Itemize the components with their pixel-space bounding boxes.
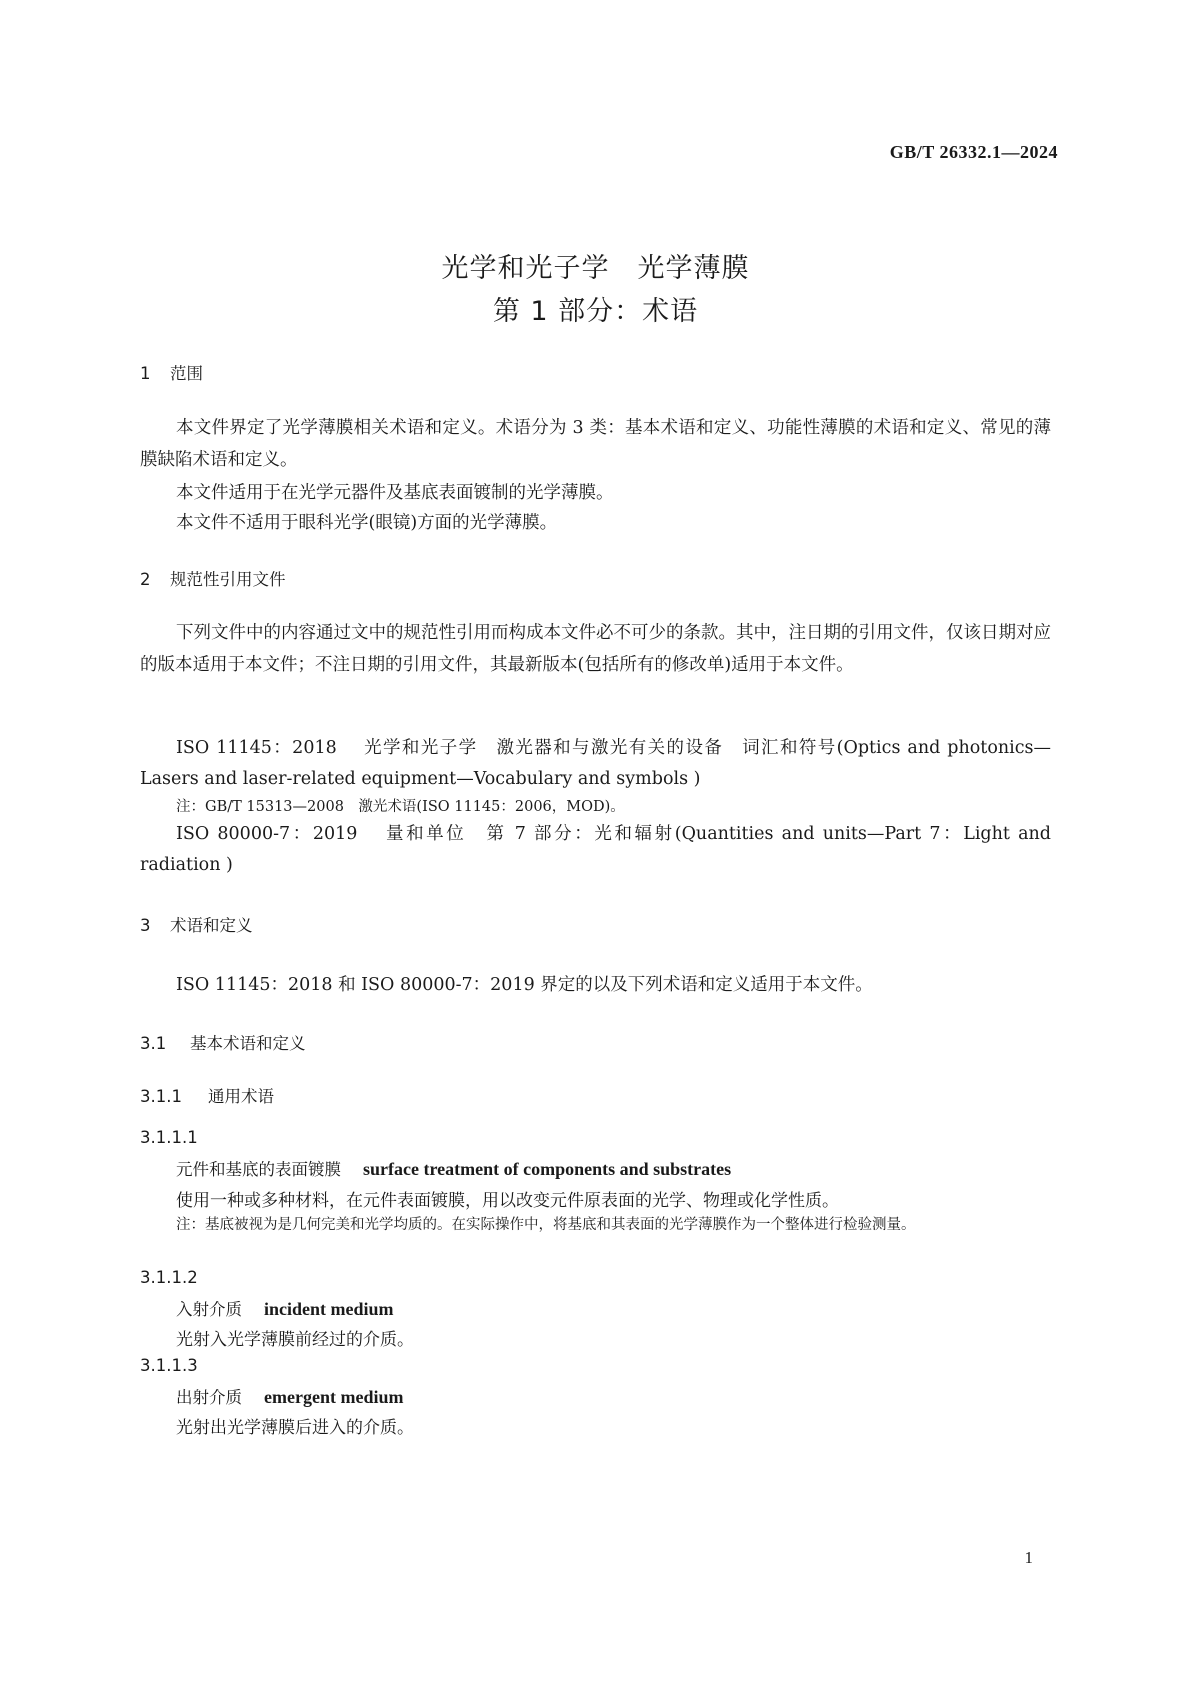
section-number: 3 <box>140 916 151 935</box>
reference-code: ISO 11145：2018 <box>176 738 337 758</box>
section-title: 通用术语 <box>208 1087 274 1106</box>
section-title: 规范性引用文件 <box>170 570 286 589</box>
term-zh: 出射介质 <box>176 1388 242 1407</box>
section-number: 1 <box>140 364 151 383</box>
term-definition: 使用一种或多种材料，在元件表面镀膜，用以改变元件原表面的光学、物理或化学性质。 <box>176 1191 839 1211</box>
reference-iso-11145 <box>140 733 1051 795</box>
scope-paragraph-1: 本文件界定了光学薄膜相关术语和定义。术语分为 3 类：基本术语和定义、功能性薄膜的术语和定义、常见的薄膜缺陷术语和定义。 <box>140 418 1051 470</box>
section-3-1-1-heading <box>140 1083 274 1107</box>
term-number: 3.1.1.3 <box>140 1356 198 1375</box>
terms-intro: ISO 11145：2018 和 ISO 80000-7：2019 界定的以及下列术语和定义适用于本文件。 <box>176 975 873 995</box>
document-title-line2: 第 1 部分：术语 <box>492 296 699 327</box>
term-zh: 入射介质 <box>176 1300 242 1319</box>
section-number: 2 <box>140 570 151 589</box>
term-zh: 元件和基底的表面镀膜 <box>176 1160 341 1179</box>
term-number: 3.1.1.1 <box>140 1128 198 1147</box>
reference-code: ISO 80000-7：2019 <box>176 824 358 844</box>
term-definition: 光射出光学薄膜后进入的介质。 <box>176 1418 414 1438</box>
term-entry <box>176 1384 403 1408</box>
term-en: emergent medium <box>264 1387 404 1407</box>
section-number: 3.1.1 <box>140 1087 182 1106</box>
page-number: 1 <box>1024 1548 1033 1567</box>
reference-title: 光学和光子学 激光器和与激光有关的设备 词汇和符号(Optics and photonics—Lasers and laser-related equipment—Vocabulary and symbols ) <box>140 738 1051 789</box>
scope-paragraph-2: 本文件适用于在光学元器件及基底表面镀制的光学薄膜。 <box>176 483 614 503</box>
reference-note <box>176 794 1051 820</box>
note-text: 基底被视为是几何完美和光学均质的。在实际操作中，将基底和其表面的光学薄膜作为一个整体进行检验测量。 <box>205 1217 916 1233</box>
document-id: GB/T 26332.1—2024 <box>889 142 1058 162</box>
section-3-heading <box>140 912 253 936</box>
document-title-line1: 光学和光子学 光学薄膜 <box>441 253 750 284</box>
term-en: incident medium <box>264 1299 394 1319</box>
term-entry <box>176 1296 394 1320</box>
normative-references-intro: 下列文件中的内容通过文中的规范性引用而构成本文件必不可少的条款。其中，注日期的引用文件，仅该日期对应的版本适用于本文件；不注日期的引用文件，其最新版本(包括所有的修改单)适用于本文件。 <box>140 623 1051 675</box>
section-number: 3.1 <box>140 1034 167 1053</box>
note-label: 注： <box>176 1217 205 1233</box>
scope-paragraph-3: 本文件不适用于眼科光学(眼镜)方面的光学薄膜。 <box>176 513 558 533</box>
reference-iso-80000-7 <box>140 819 1051 881</box>
reference-title: 量和单位 第 7 部分：光和辐射(Quantities and units—Part 7：Light and radiation ) <box>140 824 1051 875</box>
term-note <box>176 1212 1085 1238</box>
section-title: 术语和定义 <box>170 916 253 935</box>
term-definition: 光射入光学薄膜前经过的介质。 <box>176 1330 414 1350</box>
section-1-heading <box>140 360 203 384</box>
term-number: 3.1.1.2 <box>140 1268 198 1287</box>
note-label: 注： <box>176 799 205 815</box>
section-title: 基本术语和定义 <box>190 1034 306 1053</box>
section-title: 范围 <box>170 364 203 383</box>
term-entry <box>176 1156 731 1180</box>
note-text: GB/T 15313—2008 激光术语(ISO 11145：2006，MOD)。 <box>205 799 625 815</box>
section-3-1-heading <box>140 1030 306 1054</box>
term-en: surface treatment of components and substrates <box>363 1159 732 1179</box>
section-2-heading <box>140 566 286 590</box>
